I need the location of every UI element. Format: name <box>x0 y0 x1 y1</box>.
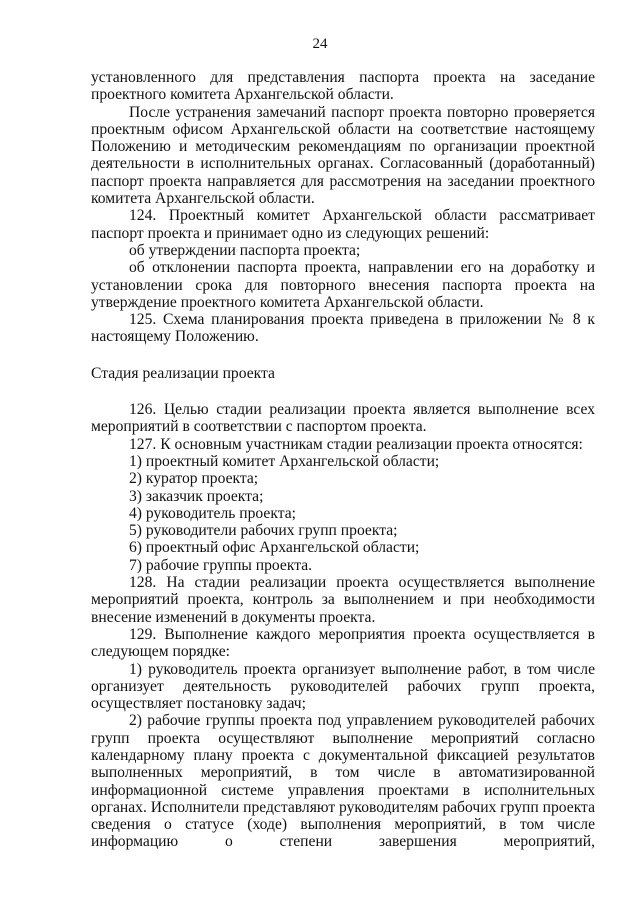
paragraph-125: 125. Схема планирования проекта приведена в приложении № 8 к настоящему Положению. <box>91 311 595 346</box>
section-heading: Стадия реализации проекта <box>91 364 275 382</box>
paragraph-129-step-1: 1) руководитель проекта организует выполнение работ, в том числе организует деятельность руководителей рабочих групп проекта, осуществляет постановку задач; <box>91 660 595 713</box>
paragraph-126: 126. Целью стадии реализации проекта является выполнение всех мероприятий в соответствии с паспортом проекта. <box>91 401 595 436</box>
list-item: 1) проектный комитет Архангельской области; <box>129 452 440 470</box>
document-body <box>91 69 595 851</box>
paragraph-128: 128. На стадии реализации проекта осуществляется выполнение мероприятий проекта, контроль за выполнением и при необходимости внесение изменений в документы проекта. <box>91 574 595 626</box>
list-item: 7) рабочие группы проекта. <box>129 556 313 574</box>
paragraph-127: 127. К основным участникам стадии реализации проекта относятся: <box>129 435 583 453</box>
list-item: 6) проектный офис Архангельской области; <box>129 539 420 557</box>
paragraph-124-option-reject: об отклонении паспорта проекта, направлении его на доработку и установлении срока для повторного внесения паспорта проекта на утверждение проектного комитета Архангельской области. <box>91 259 595 311</box>
paragraph-124: 124. Проектный комитет Архангельской области рассматривает паспорт проекта и принимает одно из следующих решений: <box>91 207 595 242</box>
page-number: 24 <box>312 36 328 52</box>
list-item: 4) руководитель проекта; <box>129 504 296 522</box>
list-item: 5) руководители рабочих групп проекта; <box>129 522 398 540</box>
paragraph-129: 129. Выполнение каждого мероприятия проекта осуществляется в следующем порядке: <box>91 625 595 661</box>
paragraph-revision: После устранения замечаний паспорт проекта повторно проверяется проектным офисом Архангельской области на соответствие настоящему Положению и методическим рекомендациям по организации проектной деятельности в исполнительных органах. Согласованный (доработанный) паспорт проекта направляется для рассмотрения на заседании проектного комитета Архангельской области. <box>91 103 595 208</box>
paragraph-124-option-approve: об утверждении паспорта проекта; <box>129 241 361 259</box>
paragraph-continuation: установленного для представления паспорта проекта на заседание проектного комитета Архангельской области. <box>91 69 595 104</box>
list-item: 3) заказчик проекта; <box>129 487 264 505</box>
paragraph-129-step-2: 2) рабочие группы проекта под управлением руководителей рабочих групп проекта осуществляют выполнение мероприятий согласно календарному плану проекта с документальной фиксацией результатов выполненных мероприятий, в том числе в автоматизированной информационной системе управления проектами в исполнительных органах. Исполнители представляют руководителям рабочих групп проекта сведения о статусе (ходе) выполнения мероприятий, в том числе информацию о степени завершения мероприятий, <box>91 712 595 851</box>
list-item: 2) куратор проекта; <box>129 470 259 488</box>
